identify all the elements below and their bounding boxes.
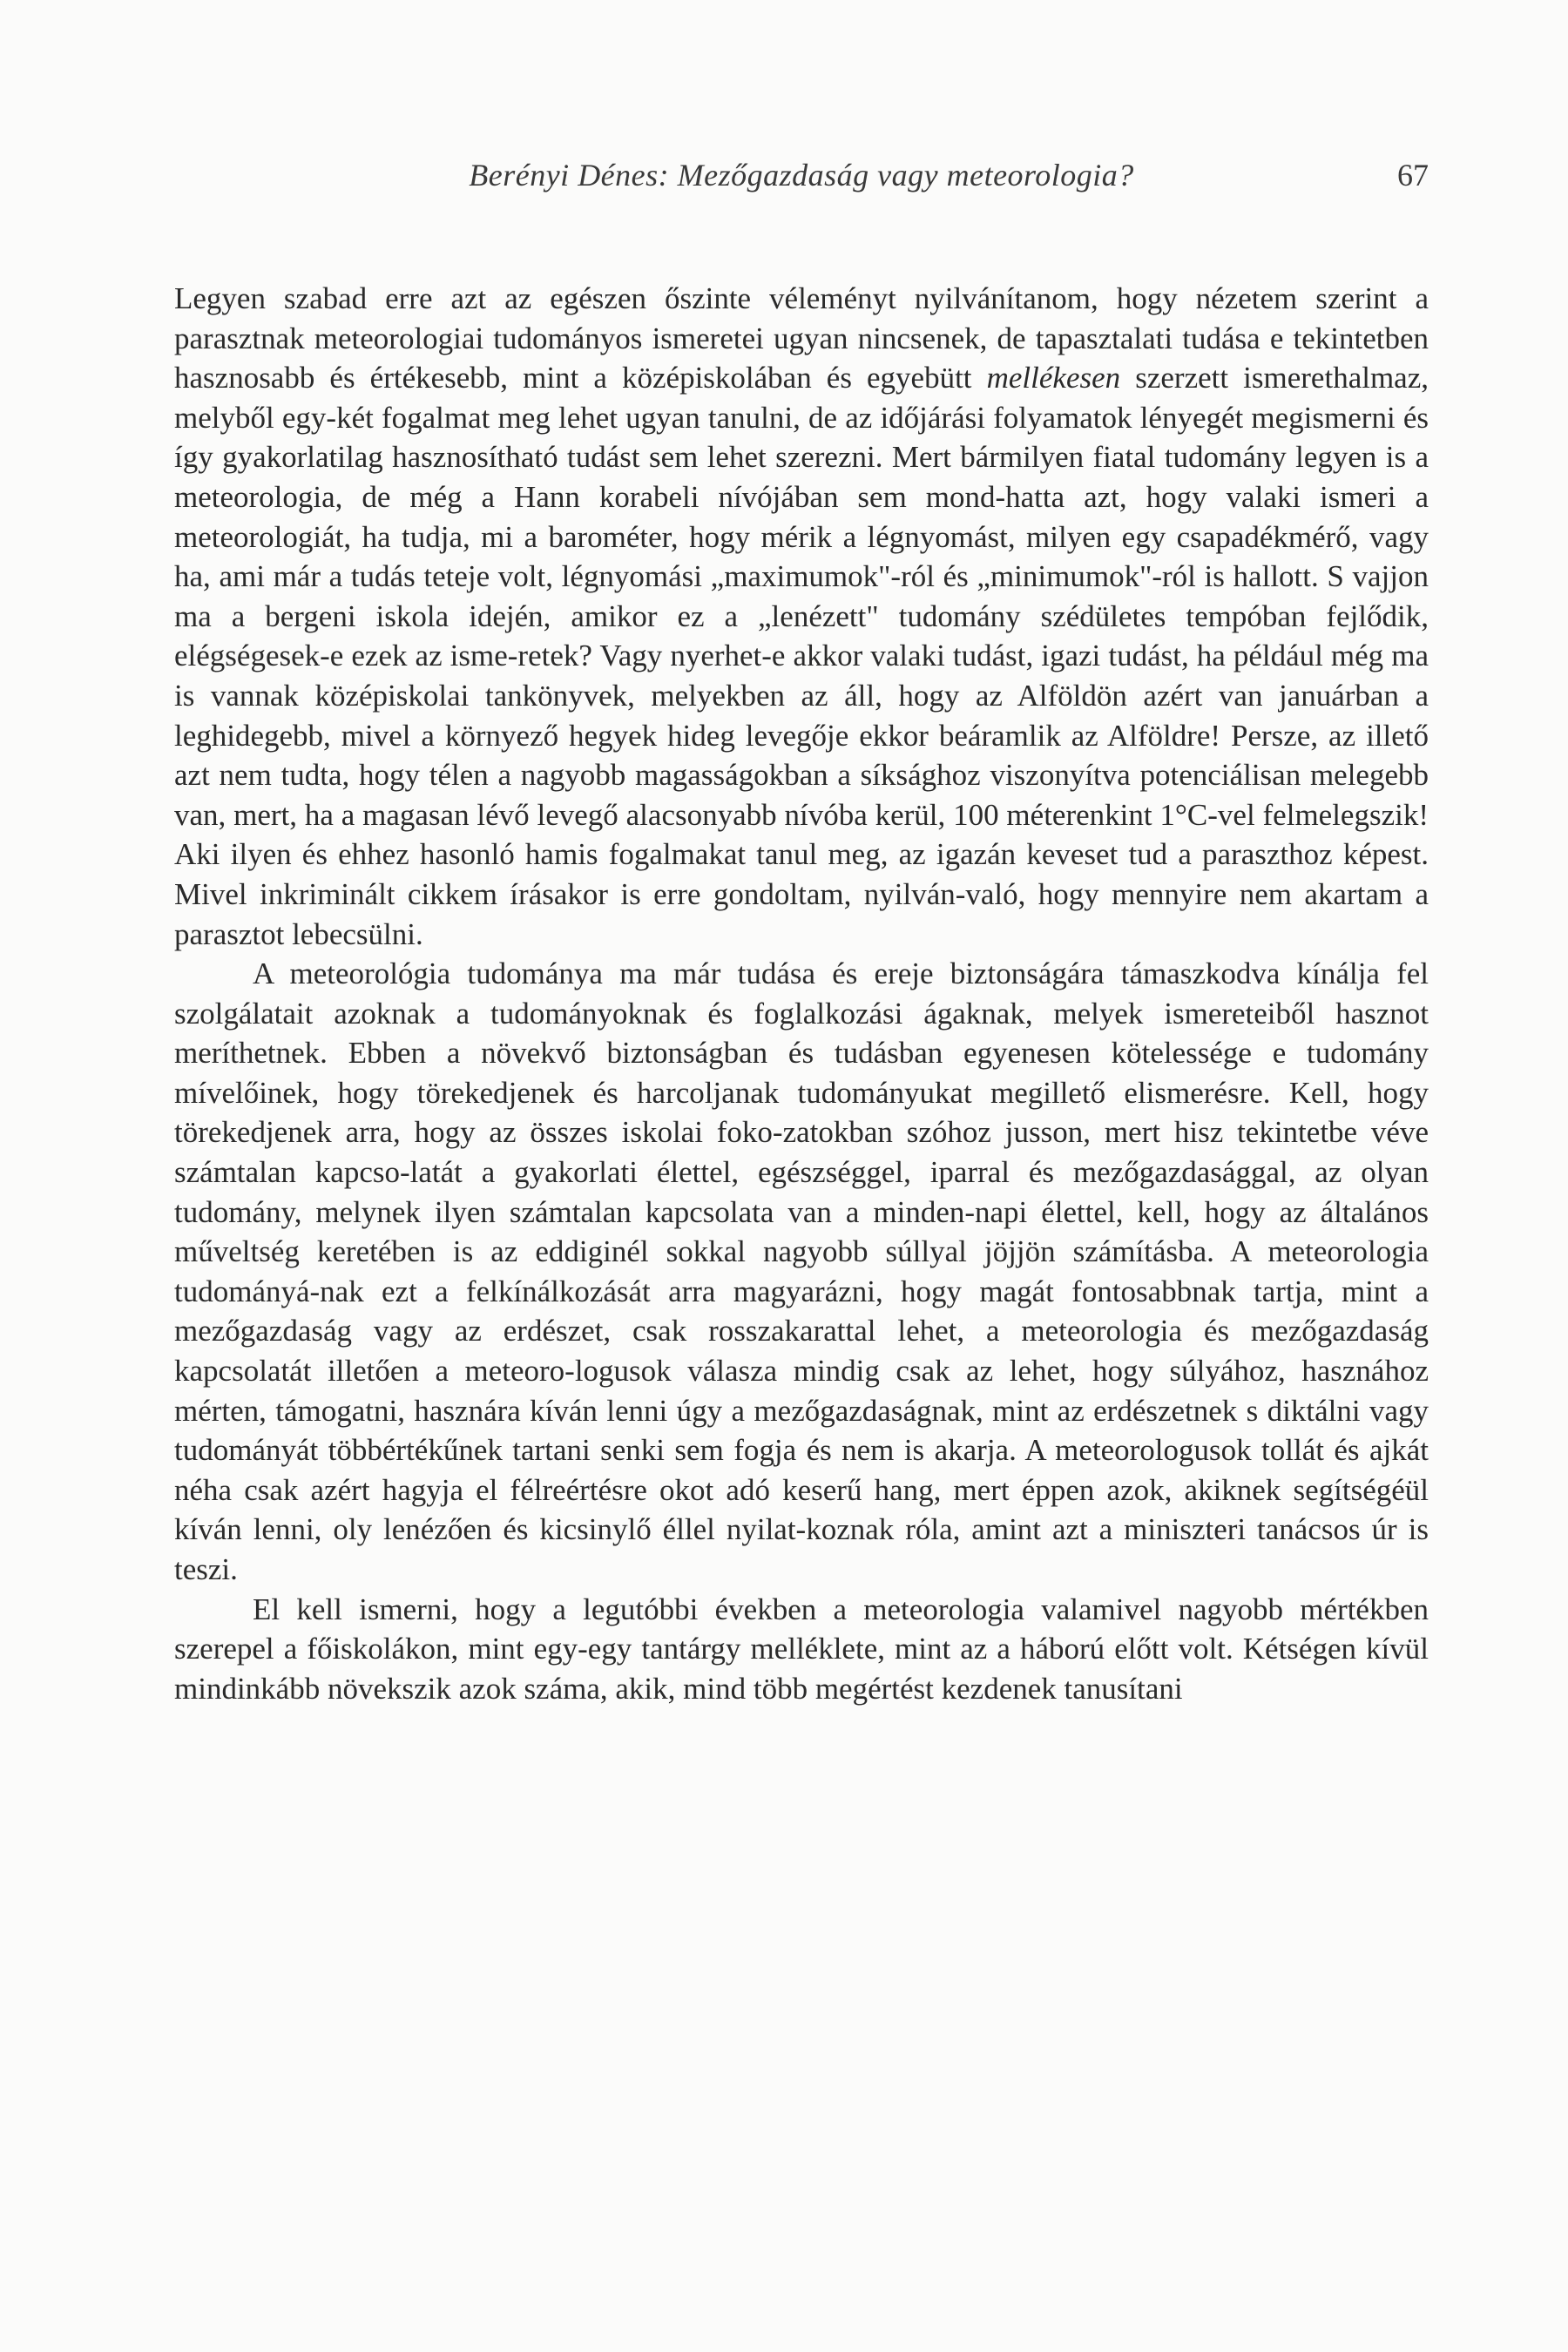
- paragraph-3: El kell ismerni, hogy a legutóbbi években a meteorologia valamivel nagyobb mértékben szerepel a főiskolákon, mint egy-egy tantárgy melléklete, mint az a háború előtt volt. Kétségen kívül mindinkább növekszik azok száma, akik, mind több megértést kezdenek tanusítani: [174, 1592, 1429, 1706]
- running-title: Berényi Dénes: Mezőgazdaság vagy meteorologia?: [469, 158, 1134, 193]
- body-text: [174, 279, 1429, 1708]
- paragraph-1-text-before: Legyen szabad erre azt az egészen őszinte véleményt nyilvánítanom, hogy nézetem szerint a parasztnak meteorologiai tudományos ismeretei ugyan nincsenek, de tapasztalati tudása e tekintetben hasznosabb és értékesebb, mint a középiskolában és egyebütt: [174, 281, 1429, 395]
- paragraph-1: [174, 279, 1429, 954]
- page-number: 67: [1397, 158, 1429, 193]
- paragraph-1-text-after: szerzett ismerethalmaz, melyből egy-két fogalmat meg lehet ugyan tanulni, de az időjárási folyamatok lényegét megismerni és így gyakorlatilag hasznosítható tudást sem lehet szerezni. Mert bármilyen fiatal tudomány legyen is a meteorologia, de még a Hann korabeli nívójában sem mond-hatta azt, hogy valaki ismeri a meteorologiát, ha tudja, mi a barométer, hogy mérik a légnyomást, milyen egy csapadékmérő, vagy ha, ami már a tudás teteje volt, légnyomási „maximumok"-ról és „minimumok"-ról is hallott. S vajjon ma a bergeni iskola idején, amikor ez a „lenézett" tudomány szédületes tempóban fejlődik, elégségesek-e ezek az isme-retek? Vagy nyerhet-e akkor valaki tudást, igazi tudást, ha például még ma is vannak középiskolai tankönyvek, melyekben az áll, hogy az Alföldön azért van januárban a leghidegebb, mivel a környező hegyek hideg levegője ekkor beáramlik az Alföldre! Persze, az illető azt nem tudta, hogy télen a nagyobb magasságokban a síksághoz viszonyítva potenciálisan melegebb van, mert, ha a magasan lévő levegő alacsonyabb nívóba kerül, 100 méterenkint 1°C-vel felmelegszik! Aki ilyen és ehhez hasonló hamis fogalmakat tanul meg, az igazán keveset tud a paraszthoz képest. Mivel inkriminált cikkem írásakor is erre gondoltam, nyilván-való, hogy mennyire nem akartam a parasztot lebecsülni.: [174, 361, 1429, 951]
- document-page: [174, 157, 1429, 1708]
- paragraph-2: A meteorológia tudománya ma már tudása és ereje biztonságára támaszkodva kínálja fel szolgálatait azoknak a tudományoknak és foglalkozási ágaknak, melyek ismereteiből hasznot meríthetnek. Ebben a növekvő biztonságban és tudásban egyenesen kötelessége e tudomány mívelőinek, hogy törekedjenek és harcoljanak tudományukat megillető elismerésre. Kell, hogy törekedjenek arra, hogy az összes iskolai foko-zatokban szóhoz jusson, mert hisz tekintetbe véve számtalan kapcso-latát a gyakorlati élettel, egészséggel, iparral és mezőgazdasággal, az olyan tudomány, melynek ilyen számtalan kapcsolata van a minden-napi élettel, kell, hogy az általános műveltség keretében is az eddiginél sokkal nagyobb súllyal jöjjön számításba. A meteorologia tudományá-nak ezt a felkínálkozását arra magyarázni, hogy magát fontosabbnak tartja, mint a mezőgazdaság vagy az erdészet, csak rosszakarattal lehet, a meteorologia és mezőgazdaság kapcsolatát illetően a meteoro-logusok válasza mindig csak az lehet, hogy súlyához, hasznához mérten, támogatni, hasznára kíván lenni úgy a mezőgazdaságnak, mint az erdészetnek s diktálni vagy tudományát többértékűnek tartani senki sem fogja és nem is akarja. A meteorologusok tollát és ajkát néha csak azért hagyja el félreértésre okot adó keserű hang, mert éppen azok, akiknek segítségéül kíván lenni, oly lenézően és kicsinylő éllel nyilat-koznak róla, amint azt a miniszteri tanácsos úr is teszi.: [174, 956, 1429, 1586]
- paragraph-1-emphasis: mellékesen: [986, 361, 1121, 395]
- page-header: [174, 157, 1429, 209]
